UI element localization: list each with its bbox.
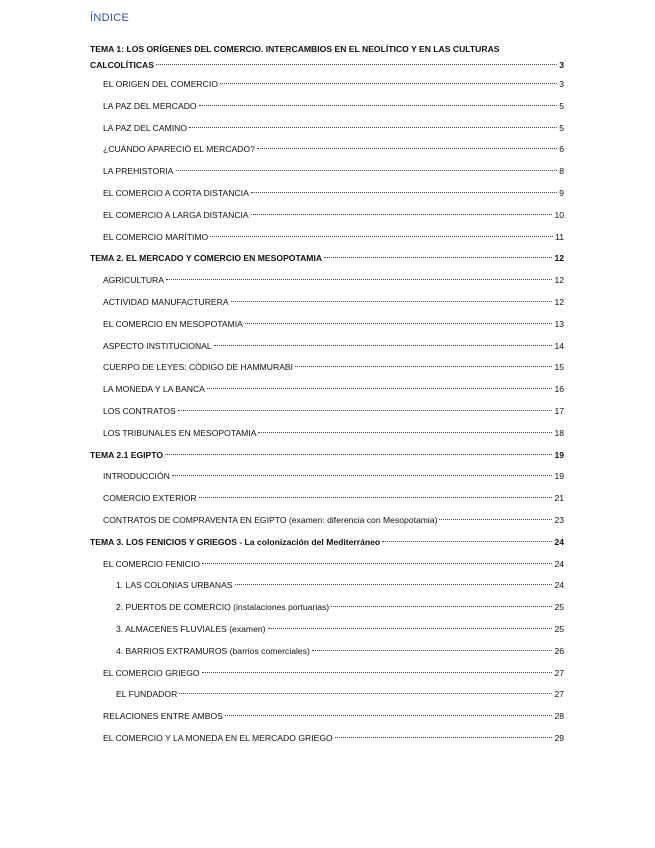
toc-page-number: 26: [554, 645, 564, 656]
toc-entry[interactable]: [90, 684, 564, 706]
toc-entry-label: COMERCIO EXTERIOR: [103, 493, 197, 504]
toc-entry-label: TEMA 3. LOS FENICIOS Y GRIEGOS - La colonización del Mediterráneo: [90, 536, 381, 547]
dot-leader: [165, 454, 552, 455]
toc-page-number: 10: [554, 209, 564, 220]
toc-entry[interactable]: [90, 663, 564, 685]
toc-entry-label: 4. BARRIOS EXTRAMUROS (barrios comerciales): [116, 645, 310, 656]
toc-entry[interactable]: [90, 161, 564, 183]
toc-page-number: 19: [554, 449, 564, 460]
toc-page-number: 12: [554, 296, 564, 307]
toc-entry[interactable]: [90, 466, 564, 488]
toc-page-number: 17: [554, 405, 564, 416]
dot-leader: [176, 170, 558, 171]
dot-leader: [257, 148, 557, 149]
toc-page-number: 3: [559, 60, 564, 70]
toc-entry[interactable]: [90, 532, 564, 554]
toc-page-number: 11: [555, 231, 564, 242]
toc-page-number: 13: [554, 318, 564, 329]
toc-entry[interactable]: [90, 183, 564, 205]
dot-leader: [202, 672, 553, 673]
toc-entry[interactable]: [90, 401, 564, 423]
toc-page-number: 5: [559, 100, 564, 111]
dot-leader: [179, 693, 552, 694]
toc-entry-label: 1. LAS COLONIAS URBANAS: [116, 580, 233, 591]
dot-leader: [178, 410, 553, 411]
toc-entry-label: INTRODUCCIÓN: [103, 471, 170, 482]
toc-page-number: 24: [554, 558, 564, 569]
toc-entry[interactable]: [90, 139, 564, 161]
dot-leader: [324, 257, 552, 258]
toc-entry[interactable]: [90, 41, 564, 73]
toc-entry[interactable]: [90, 554, 564, 576]
dot-leader: [231, 301, 553, 302]
toc-entry[interactable]: [90, 379, 564, 401]
toc-entry-label: CUERPO DE LEYES: CÓDIGO DE HAMMURABI: [103, 362, 294, 373]
toc-entry-label-continued: CALCOLÍTICAS: [90, 60, 154, 70]
toc-entry[interactable]: [90, 597, 564, 619]
toc-page-number: 16: [554, 384, 564, 395]
dot-leader: [207, 388, 553, 389]
toc-entry[interactable]: [90, 423, 564, 445]
toc-entry[interactable]: [90, 445, 564, 467]
dot-leader: [214, 345, 553, 346]
toc-entry-label: LA PAZ DEL CAMINO: [103, 122, 188, 133]
toc-page-number: 14: [554, 340, 564, 351]
toc-page-number: 12: [554, 253, 564, 264]
toc-entry[interactable]: [90, 488, 564, 510]
dot-leader: [335, 737, 553, 738]
toc-page-number: 25: [554, 602, 564, 613]
toc-entry-label: EL COMERCIO FENICIO: [103, 558, 201, 569]
toc-entry-label: AGRICULTURA: [103, 275, 164, 286]
toc-entry-label: ¿CUÁNDO APARECIÓ EL MERCADO?: [103, 144, 255, 155]
toc-page-number: 27: [554, 667, 564, 678]
toc-page-number: 8: [559, 166, 564, 177]
toc-entry-label: RELACIONES ENTRE AMBOS: [103, 711, 223, 722]
toc-entry-label: TEMA 2. EL MERCADO Y COMERCIO EN MESOPOTAMIA: [90, 253, 323, 264]
toc-entry-label: EL COMERCIO GRIEGO: [103, 667, 200, 678]
dot-leader: [382, 541, 552, 542]
toc-entry[interactable]: [90, 292, 564, 314]
page-title: ÍNDICE: [90, 12, 130, 24]
toc-entry[interactable]: [90, 357, 564, 379]
toc-entry[interactable]: [90, 728, 564, 750]
toc-page-number: 18: [554, 427, 564, 438]
dot-leader: [245, 323, 553, 324]
toc-page-number: 23: [554, 514, 564, 525]
toc-entry-label: EL COMERCIO MARÍTIMO: [103, 231, 209, 242]
toc-entry-label: EL COMERCIO A LARGA DISTANCIA: [103, 209, 249, 220]
toc-page-number: 15: [554, 362, 564, 373]
toc-entry[interactable]: [90, 314, 564, 336]
toc-entry[interactable]: [90, 270, 564, 292]
toc-entry-label: 3. ALMACENES FLUVIALES (examen): [116, 623, 266, 634]
toc-entry-label: CONTRATOS DE COMPRAVENTA EN EGIPTO (examen: diferencia con Mesopotamia): [103, 514, 438, 525]
dot-leader: [199, 497, 553, 498]
toc-page-number: 19: [554, 471, 564, 482]
toc-entry[interactable]: [90, 706, 564, 728]
toc-page-number: 27: [554, 689, 564, 700]
toc-page-number: 9: [559, 187, 564, 198]
toc-page-number: 29: [554, 732, 564, 743]
dot-leader: [268, 628, 553, 629]
toc-entry-label: TEMA 2.1 EGIPTO: [90, 449, 164, 460]
toc-page-number: 21: [554, 493, 564, 504]
toc-page-number: 24: [554, 580, 564, 591]
toc-entry-label: EL FUNDADOR: [116, 689, 178, 700]
toc-page-number: 3: [559, 79, 564, 89]
table-of-contents: [90, 41, 564, 750]
toc-entry[interactable]: [90, 74, 564, 96]
toc-page-number: 25: [554, 623, 564, 634]
toc-entry[interactable]: [90, 619, 564, 641]
dot-leader: [220, 83, 557, 84]
dot-leader: [202, 563, 552, 564]
toc-entry-label: EL COMERCIO A CORTA DISTANCIA: [103, 187, 249, 198]
dot-leader: [166, 279, 552, 280]
toc-entry[interactable]: [90, 510, 564, 532]
toc-entry[interactable]: [90, 205, 564, 227]
toc-entry-label: TEMA 1: LOS ORÍGENES DEL COMERCIO. INTERCAMBIOS EN EL NEOLÍTICO Y EN LAS CULTURAS: [90, 44, 500, 54]
toc-entry-label: EL COMERCIO Y LA MONEDA EN EL MERCADO GRIEGO: [103, 732, 333, 743]
dot-leader: [199, 105, 558, 106]
dot-leader: [251, 192, 557, 193]
dot-leader: [210, 236, 553, 237]
toc-entry[interactable]: [90, 118, 564, 140]
toc-entry-label: EL COMERCIO EN MESOPOTAMIA: [103, 318, 243, 329]
toc-entry-label: LOS CONTRATOS: [103, 405, 176, 416]
toc-entry-label: EL ORIGEN DEL COMERCIO: [103, 79, 218, 89]
dot-leader: [172, 475, 553, 476]
toc-entry-label: LA PREHISTORIA: [103, 166, 174, 177]
dot-leader: [258, 432, 552, 433]
toc-entry-label: LA MONEDA Y LA BANCA: [103, 384, 205, 395]
toc-entry[interactable]: [90, 96, 564, 118]
toc-page-number: 6: [559, 144, 564, 155]
dot-leader: [235, 584, 553, 585]
toc-entry-label: 2. PUERTOS DE COMERCIO (instalaciones portuarias): [116, 602, 330, 613]
toc-page-number: 28: [554, 711, 564, 722]
toc-page-number: 24: [554, 536, 564, 547]
toc-entry-label: LA PAZ DEL MERCADO: [103, 100, 197, 111]
toc-entry[interactable]: [90, 336, 564, 358]
dot-leader: [225, 715, 553, 716]
toc-entry[interactable]: [90, 227, 564, 249]
dot-leader: [312, 650, 553, 651]
toc-entry-label: ASPECTO INSTITUCIONAL: [103, 340, 212, 351]
dot-leader: [439, 519, 552, 520]
toc-entry-label: ACTIVIDAD MANUFACTURERA: [103, 296, 229, 307]
toc-page-number: 5: [559, 122, 564, 133]
dot-leader: [251, 214, 553, 215]
dot-leader: [295, 366, 552, 367]
toc-entry-label: LOS TRIBUNALES EN MESOPOTAMIA: [103, 427, 257, 438]
toc-entry[interactable]: [90, 641, 564, 663]
dot-leader: [189, 127, 557, 128]
toc-entry[interactable]: [90, 575, 564, 597]
dot-leader: [331, 606, 552, 607]
toc-page-number: 12: [554, 275, 564, 286]
dot-leader: [156, 64, 557, 65]
toc-entry[interactable]: [90, 248, 564, 270]
